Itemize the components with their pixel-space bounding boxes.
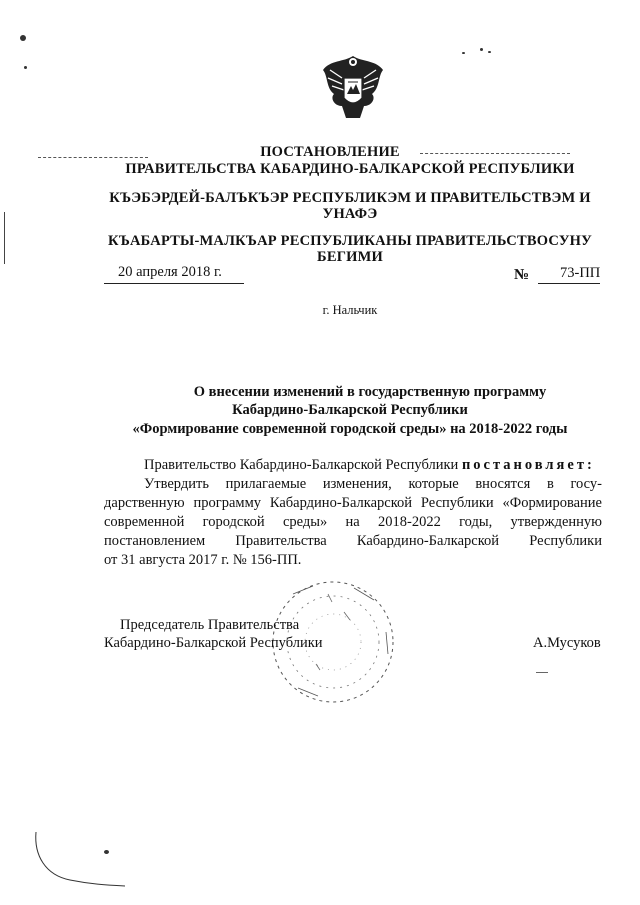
signatory-name: А.Мусуков	[533, 635, 601, 651]
decree-paragraph-line-3: современной городской среды» на 2018-2022 годы, утвержденную	[104, 514, 602, 530]
issue-city: г. Нальчик	[322, 303, 378, 317]
eagle-emblem-icon	[320, 48, 386, 124]
decree-word: постановляет:	[461, 457, 595, 473]
title-line-3: «Формирование современной городской среды» на 2018-2022 годы	[132, 421, 568, 437]
scan-corner-mark	[30, 830, 150, 900]
authority-heading-ru: ПРАВИТЕЛЬСТВА КАБАРДИНО-БАЛКАРСКОЙ РЕСПУБЛИКИ	[125, 161, 575, 177]
number-underline	[538, 283, 600, 284]
decree-paragraph-line-1: Утвердить прилагаемые изменения, которые вносятся в госу-	[144, 476, 602, 492]
authority-heading-blk-line2: БЕГИМИ	[317, 249, 383, 265]
scan-margin-line	[4, 212, 5, 264]
document-number: 73-ПП	[560, 265, 601, 281]
scan-speck	[480, 48, 483, 51]
decree-paragraph-line-4: постановлением Правительства Кабардино-Балкарской Республики	[104, 533, 602, 549]
scan-speck	[488, 51, 491, 53]
decree-intro	[144, 456, 604, 475]
authority-heading-blk-line1: КЪАБАРТЫ-МАЛКЪАР РЕСПУБЛИКАНЫ ПРАВИТЕЛЬСТВОСУНУ	[108, 233, 592, 249]
signatory-position-line-2: Кабардино-Балкарской Республики	[104, 635, 323, 651]
scan-speck	[24, 66, 27, 69]
date-underline	[104, 283, 244, 284]
coat-of-arms-emblem	[320, 48, 386, 124]
document-type-heading: ПОСТАНОВЛЕНИЕ	[260, 144, 400, 160]
header-decor-line-left	[38, 157, 148, 158]
number-sign: №	[514, 267, 530, 283]
authority-heading-kab-line2: УНАФЭ	[322, 206, 378, 222]
authority-heading-kab-line1: КЪЭБЭРДЕЙ-БАЛЪКЪЭР РЕСПУБЛИКЭМ И ПРАВИТЕЛЬСТВЭМ И	[109, 190, 591, 206]
decree-intro-text: Правительство Кабардино-Балкарской Республики	[144, 457, 459, 473]
signature-tick	[536, 672, 548, 673]
decree-paragraph-line-2: дарственную программу Кабардино-Балкарской Республики «Формирование	[104, 495, 602, 511]
decree-paragraph-line-5: от 31 августа 2017 г. № 156-ПП.	[104, 552, 302, 568]
signatory-position-line-1: Председатель Правительства	[120, 617, 300, 633]
title-line-2: Кабардино-Балкарской Республики	[232, 402, 468, 418]
scan-speck	[462, 52, 465, 54]
header-decor-line-right	[420, 153, 570, 154]
title-line-1: О внесении изменений в государственную программу	[193, 384, 547, 400]
scan-speck	[20, 35, 26, 41]
document-date: 20 апреля 2018 г.	[118, 264, 222, 280]
